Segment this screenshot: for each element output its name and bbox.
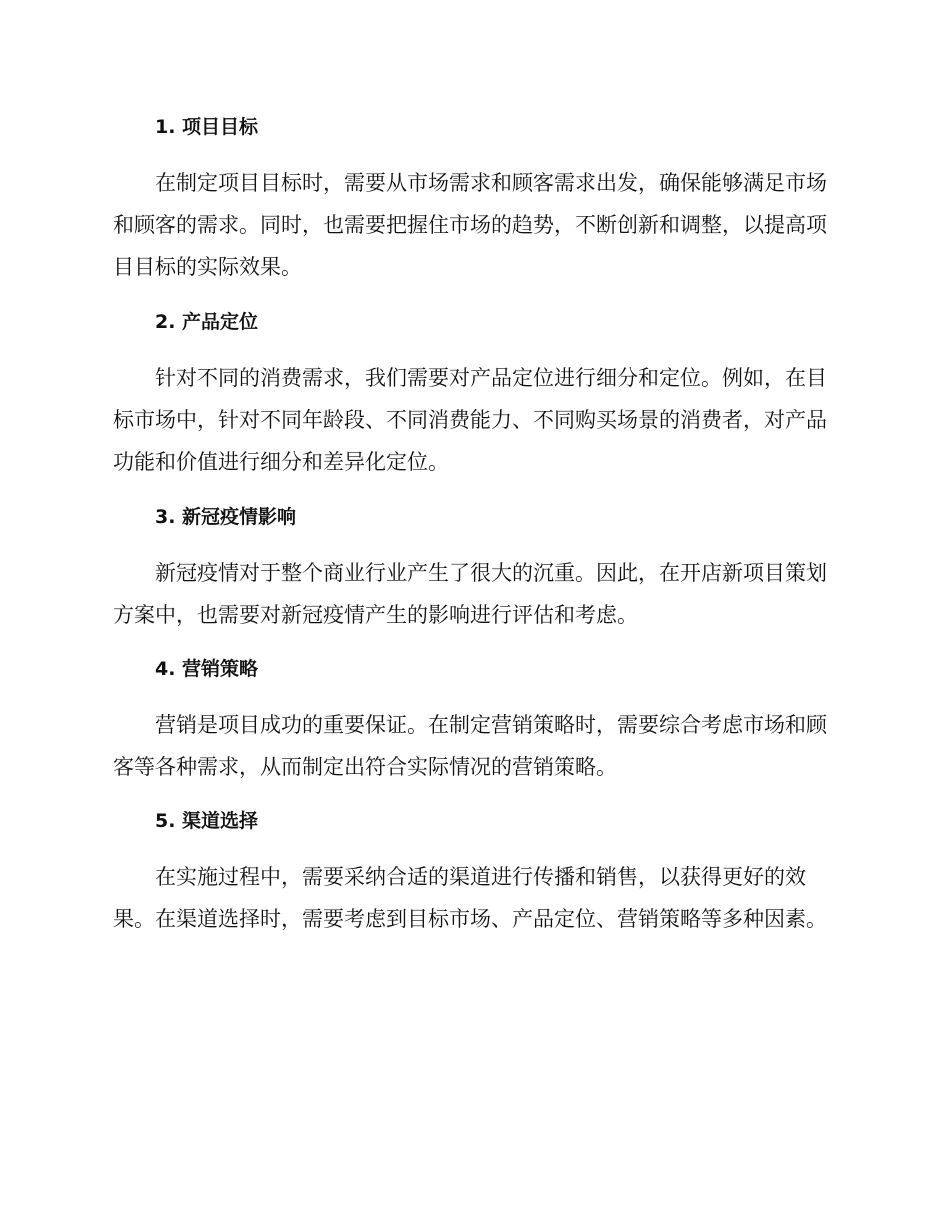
section-project-goals [113, 114, 833, 288]
section-paragraph: 在实施过程中，需要采纳合适的渠道进行传播和销售，以获得更好的效果。在渠道选择时，需要考虑到目标市场、产品定位、营销策略等多种因素。 [113, 865, 827, 931]
section-paragraph: 新冠疫情对于整个商业行业产生了很大的沉重。因此，在开店新项目策划方案中，也需要对新冠疫情产生的影响进行评估和考虑。 [113, 561, 827, 627]
section-covid-impact [113, 504, 833, 636]
section-paragraph: 营销是项目成功的重要保证。在制定营销策略时，需要综合考虑市场和顾客等各种需求，从而制定出符合实际情况的营销策略。 [113, 713, 827, 779]
section-heading: 1. 项目目标 [155, 116, 259, 138]
section-heading: 5. 渠道选择 [155, 810, 259, 832]
section-product-positioning [113, 309, 833, 483]
section-channel-selection [113, 808, 833, 940]
document-page [113, 0, 833, 1230]
section-heading: 2. 产品定位 [155, 311, 259, 333]
section-heading: 4. 营销策略 [155, 658, 259, 680]
section-paragraph: 针对不同的消费需求，我们需要对产品定位进行细分和定位。例如，在目标市场中，针对不同年龄段、不同消费能力、不同购买场景的消费者，对产品功能和价值进行细分和差异化定位。 [113, 366, 827, 474]
section-paragraph: 在制定项目目标时，需要从市场需求和顾客需求出发，确保能够满足市场和顾客的需求。同时，也需要把握住市场的趋势，不断创新和调整，以提高项目目标的实际效果。 [113, 171, 827, 279]
section-heading: 3. 新冠疫情影响 [155, 506, 297, 528]
section-marketing-strategy [113, 656, 833, 788]
